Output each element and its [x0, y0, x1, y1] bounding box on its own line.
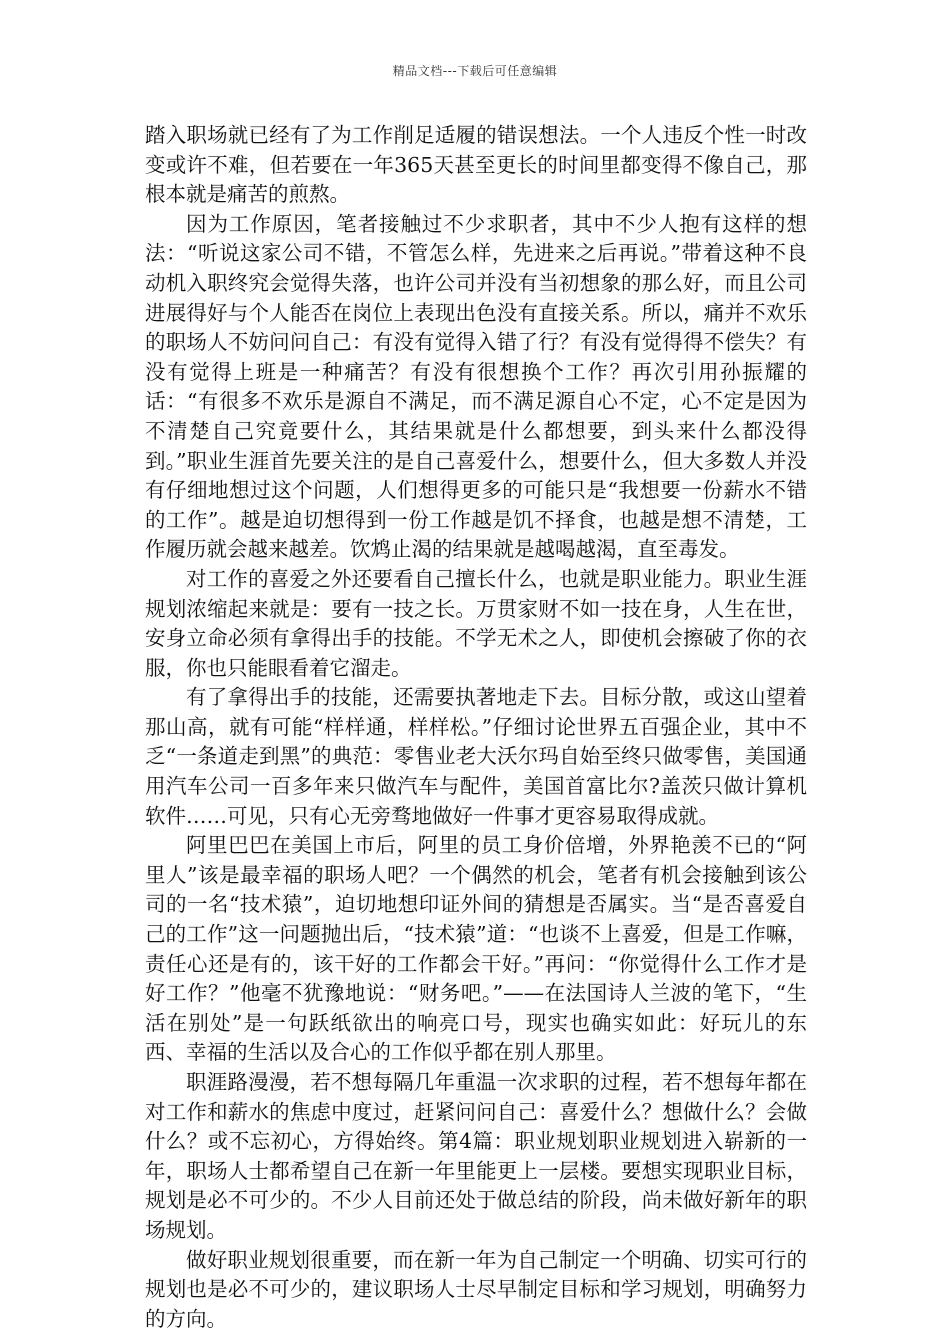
page-header: 精品文档---下载后可任意编辑 [392, 64, 558, 78]
paragraph: 有了拿得出手的技能，还需要执著地走下去。目标分散，或这山望着那山高，就有可能“样样通，样样松。”仔细讨论世界五百强企业，其中不乏“一条道走到黑”的典范：零售业老大沃尔玛自始至终只做零售，美国通用汽车公司一百多年来只做汽车与配件，美国首富比尔?盖茨只做计算机软件……可见，只有心无旁骛地做好一件事才更容易取得成就。 [145, 685, 807, 828]
paragraph: 对工作的喜爱之外还要看自己擅长什么，也就是职业能力。职业生涯规划浓缩起来就是：要有一技之长。万贯家财不如一技在身，人生在世，安身立命必须有拿得出手的技能。不学无术之人，即使机会擦破了你的衣服，你也只能眼看着它溜走。 [145, 566, 807, 680]
paragraph: 职涯路漫漫，若不想每隔几年重温一次求职的过程，若不想每年都在对工作和薪水的焦虑中度过，赶紧问问自己：喜爱什么？想做什么？会做什么？或不忘初心，方得始终。第4篇：职业规划职业规划进入崭新的一年，职场人士都希望自己在新一年里能更上一层楼。要想实现职业目标，规划是必不可少的。不少人目前还处于做总结的阶段，尚未做好新年的职场规划。 [145, 1070, 807, 1242]
paragraph: 阿里巴巴在美国上市后，阿里的员工身价倍增，外界艳羡不已的“阿里人”该是最幸福的职场人吧？一个偶然的机会，笔者有机会接触到该公司的一名“技术猿”，迫切地想印证外间的猜想是否属实。当“是否喜爱自己的工作”这一问题抛出后，“技术猿”道：“也谈不上喜爱，但是工作嘛，责任心还是有的，该干好的工作都会干好。”再问：“你觉得什么工作才是好工作？”他毫不犹豫地说：“财务吧。”——在法国诗人兰波的笔下，“生活在别处”是一句跃纸欲出的响亮口号，现实也确实如此：好玩儿的东西、幸福的生活以及合心的工作似乎都在别人那里。 [145, 833, 807, 1065]
paragraph: 踏入职场就已经有了为工作削足适履的错误想法。一个人违反个性一时改变或许不难，但若要在一年365天甚至更长的时间里都变得不像自己，那根本就是痛苦的煎熬。 [145, 123, 807, 207]
paragraph: 因为工作原因，笔者接触过不少求职者，其中不少人抱有这样的想法：“听说这家公司不错，不管怎么样，先进来之后再说。”带着这种不良动机入职终究会觉得失落，也许公司并没有当初想象的那么好，而且公司进展得好与个人能否在岗位上表现出色没有直接关系。所以，痛并不欢乐的职场人不妨问问自己：有没有觉得入错了行？有没有觉得得不偿失？有没有觉得上班是一种痛苦？有没有很想换个工作？再次引用孙振耀的话：“有很多不欢乐是源自不满足，而不满足源自心不定，心不定是因为不清楚自己究竟要什么，其结果就是什么都想要，到头来什么都没得到。”职业生涯首先要关注的是自己喜爱什么，想要什么，但大多数人并没有仔细地想过这个问题，人们想得更多的可能只是“我想要一份薪水不错的工作”。越是迫切想得到一份工作越是饥不择食，也越是想不清楚，工作履历就会越来越差。饮鸩止渴的结果就是越喝越渴，直至毒发。 [145, 211, 807, 562]
document-body [145, 121, 807, 1334]
paragraph: 做好职业规划很重要，而在新一年为自己制定一个明确、切实可行的规划也是必不可少的，建议职场人士尽早制定目标和学习规划，明确努力的方向。 [145, 1247, 807, 1331]
